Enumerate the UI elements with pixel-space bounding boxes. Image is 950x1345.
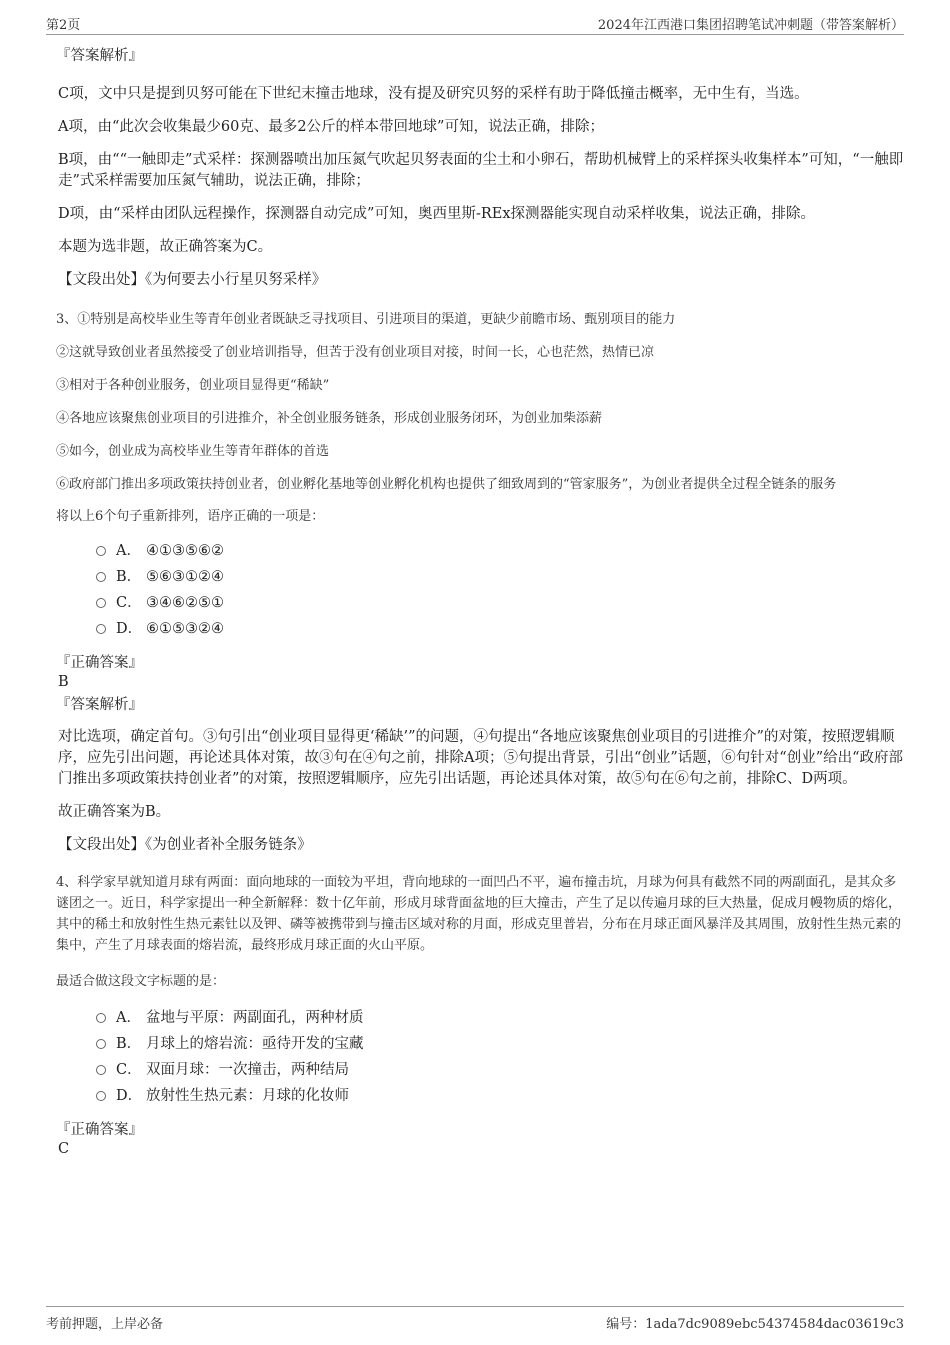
analysis-line: A项，由“此次会收集最少60克、最多2公斤的样本带回地球”可知，说法正确，排除； — [58, 119, 604, 135]
radio-circle-icon[interactable] — [96, 572, 106, 582]
question-prompt: 将以上6个句子重新排列，语序正确的一项是： — [56, 509, 325, 524]
analysis-conclusion: 本题为选非题，故正确答案为C。 — [58, 239, 273, 255]
radio-circle-icon[interactable] — [96, 1065, 106, 1075]
page-content — [56, 40, 906, 1162]
answer-value: C — [58, 1141, 70, 1157]
passage-source: 【文段出处】《为创业者补全服务链条》 — [58, 837, 312, 853]
analysis-conclusion: 故正确答案为B。 — [58, 804, 171, 820]
radio-circle-icon[interactable] — [96, 1013, 106, 1023]
option-d[interactable]: D． 放射性生热元素：月球的化妆师 — [96, 1086, 906, 1112]
option-b[interactable]: B． ⑤⑥③①②④ — [96, 567, 906, 593]
radio-circle-icon[interactable] — [96, 1091, 106, 1101]
page-header — [46, 14, 904, 35]
question-sentence: ⑥政府部门推出多项政策扶持创业者，创业孵化基地等创业孵化机构也提供了细致周到的“管家服务”，为创业者提供全过程全链条的服务 — [56, 477, 837, 492]
analysis-line: B项，由““一触即走”式采样：探测器喷出加压氮气吹起贝努表面的尘土和小卵石，帮助机械臂上的采样探头收集样本”可知，“一触即走”式采样需要加压氮气辅助，说法正确，排除； — [58, 152, 904, 189]
option-c[interactable]: C． 双面月球：一次撞击，两种结局 — [96, 1060, 906, 1086]
answer-label: 『正确答案』 — [56, 655, 143, 671]
option-b[interactable]: B． 月球上的熔岩流：亟待开发的宝藏 — [96, 1034, 906, 1060]
question-sentence: ⑤如今，创业成为高校毕业生等青年群体的首选 — [56, 444, 330, 459]
question-sentence: 3、①特别是高校毕业生等青年创业者既缺乏寻找项目、引进项目的渠道，更缺少前瞻市场、甄别项目的能力 — [56, 312, 676, 327]
radio-circle-icon[interactable] — [96, 1039, 106, 1049]
question-sentence: ②这就导致创业者虽然接受了创业培训指导，但苦于没有创业项目对接，时间一长，心也茫然，热情已凉 — [56, 345, 655, 360]
radio-circle-icon[interactable] — [96, 624, 106, 634]
question-prompt: 最适合做这段文字标题的是： — [56, 974, 226, 989]
question-passage: 4、科学家早就知道月球有两面：面向地球的一面较为平坦，背向地球的一面凹凸不平，遍布撞击坑，月球为何具有截然不同的两副面孔，是其众多谜团之一。近日，科学家提出一种全新解释：数十亿年前，形成月球背面盆地的巨大撞击，产生了足以传遍月球的巨大热量，促成月幔物质的熔化，其中的稀土和放射性生热元素钍以及钾、磷等被携带到与撞击区域对称的月面，形成克里普岩，分布在月球正面风暴洋及其周围，放射性生热元素的集中，产生了月球表面的熔岩流，最终形成月球正面的火山平原。 — [56, 875, 902, 953]
page-number: 第2页 — [46, 18, 81, 33]
page-footer — [46, 1306, 904, 1331]
option-d[interactable]: D． ⑥①⑤③②④ — [96, 619, 906, 645]
passage-source: 【文段出处】《为何要去小行星贝努采样》 — [58, 272, 327, 288]
footer-slogan: 考前押题，上岸必备 — [46, 1317, 164, 1332]
analysis-line: D项，由“采样由团队远程操作，探测器自动完成”可知，奥西里斯-REx探测器能实现自动采样收集，说法正确，排除。 — [58, 206, 816, 222]
option-c[interactable]: C． ③④⑥②⑤① — [96, 593, 906, 619]
document-title: 2024年江西港口集团招聘笔试冲刺题（带答案解析） — [597, 18, 904, 33]
option-list — [96, 541, 906, 645]
answer-value: B — [58, 674, 69, 690]
radio-circle-icon[interactable] — [96, 546, 106, 556]
option-a[interactable]: A． 盆地与平原：两副面孔，两种材质 — [96, 1008, 906, 1034]
question-sentence: ④各地应该聚焦创业项目的引进推介，补全创业服务链条，形成创业服务闭环，为创业加柴添薪 — [56, 411, 603, 426]
question-sentence: ③相对于各种创业服务，创业项目显得更“稀缺” — [56, 378, 330, 393]
analysis-line: C项，文中只是提到贝努可能在下世纪末撞击地球，没有提及研究贝努的采样有助于降低撞击概率，无中生有，当选。 — [58, 86, 809, 102]
option-a[interactable]: A． ④①③⑤⑥② — [96, 541, 906, 567]
radio-circle-icon[interactable] — [96, 598, 106, 608]
option-list — [96, 1008, 906, 1112]
document-id: 编号：1ada7dc9089ebc54374584dac03619c3 — [606, 1317, 904, 1332]
analysis-label: 『答案解析』 — [56, 48, 143, 64]
analysis-label: 『答案解析』 — [56, 697, 143, 713]
answer-label: 『正确答案』 — [56, 1122, 143, 1138]
analysis-text: 对比选项，确定首句。③句引出“创业项目显得更‘稀缺’”的问题，④句提出“各地应该聚焦创业项目的引进推介”的对策，按照逻辑顺序，应先引出问题，再论述具体对策，故③句在④句之前，排除A项；⑤句提出背景，引出“创业”话题，⑥句针对“创业”给出“政府部门推出多项政策扶持创业者”的对策，按照逻辑顺序，应先引出话题，再论述具体对策，故⑤句在⑥句之前，排除C、D两项。 — [58, 729, 904, 787]
